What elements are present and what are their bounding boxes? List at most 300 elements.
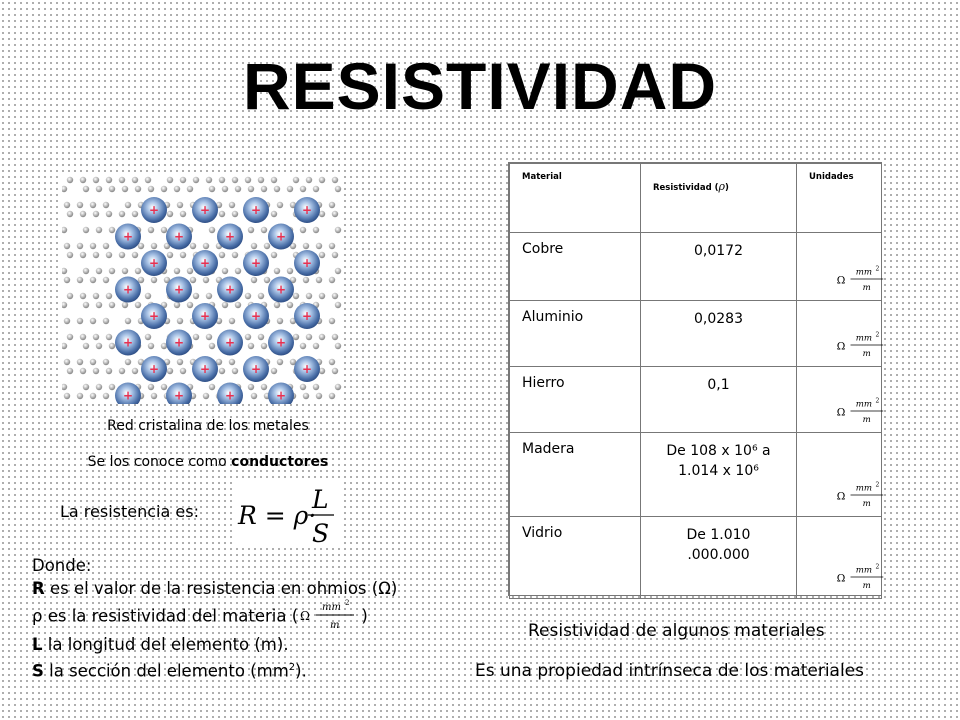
plus-sign: + xyxy=(224,335,236,350)
electron-dot xyxy=(229,318,235,324)
electron-dot xyxy=(103,277,109,283)
omega-symbol: Ω xyxy=(836,572,846,585)
electron-dot xyxy=(335,268,341,274)
electron-dot xyxy=(62,186,67,192)
resistivity-cell xyxy=(641,433,797,517)
electron-dot xyxy=(335,343,341,349)
plus-sign: + xyxy=(275,335,287,350)
electron-dot xyxy=(109,343,115,349)
electron-dot xyxy=(222,302,228,308)
electron-dot xyxy=(77,243,83,249)
electron-dot xyxy=(264,277,270,283)
electron-dot xyxy=(232,177,238,183)
electron-dot xyxy=(306,334,312,340)
plus-sign: + xyxy=(148,256,160,270)
electron-dot xyxy=(96,302,102,308)
resistivity-value: De 1.010 xyxy=(686,527,751,543)
electron-dot xyxy=(303,243,309,249)
electron-dot xyxy=(109,268,115,274)
electron-dot xyxy=(300,227,306,233)
unit-exponent: 2 xyxy=(875,397,880,405)
electron-dot xyxy=(209,186,215,192)
definition-s-close: ). xyxy=(295,661,307,680)
unit-numerator: mm xyxy=(322,602,342,613)
electron-dot xyxy=(319,177,325,183)
resistivity-cell xyxy=(641,367,797,433)
electron-dot xyxy=(303,277,309,283)
electron-dot xyxy=(83,268,89,274)
electron-dot xyxy=(62,227,67,233)
plus-sign: + xyxy=(199,256,211,270)
electron-dot xyxy=(187,268,193,274)
definition-rho xyxy=(32,600,397,634)
electron-dot xyxy=(83,227,89,233)
formula-denominator: S xyxy=(312,519,330,548)
electron-dot xyxy=(119,177,125,183)
table-header-row xyxy=(510,164,882,233)
symbol-s: S xyxy=(32,661,44,680)
page-title: RESISTIVIDAD xyxy=(242,49,718,123)
unit-exponent: 2 xyxy=(875,265,880,273)
table-row xyxy=(510,517,882,599)
electron-dot xyxy=(248,343,254,349)
electron-dot xyxy=(77,202,83,208)
electron-dot xyxy=(235,268,241,274)
electron-dot xyxy=(329,318,335,324)
electron-dot xyxy=(209,343,215,349)
electron-dot xyxy=(219,177,225,183)
material-cell: Aluminio xyxy=(510,301,641,367)
electron-dot xyxy=(319,293,325,299)
electron-dot xyxy=(203,277,209,283)
definition-l-text: la longitud del elemento (m). xyxy=(42,635,289,654)
electron-dot xyxy=(329,393,335,399)
resistivity-value: 0,1 xyxy=(707,377,730,393)
electron-dot xyxy=(109,227,115,233)
electron-dot xyxy=(145,334,151,340)
electron-dot xyxy=(329,359,335,365)
electron-dot xyxy=(119,252,125,258)
electron-dot xyxy=(209,384,215,390)
electron-dot xyxy=(93,211,99,217)
resistivity-value-cont: .000.000 xyxy=(687,547,750,563)
electron-dot xyxy=(332,177,338,183)
electron-dot xyxy=(62,384,67,390)
plus-sign: + xyxy=(199,203,211,217)
electron-dot xyxy=(316,277,322,283)
electron-dot xyxy=(271,252,277,258)
resistivity-value: 0,0172 xyxy=(694,243,743,259)
electron-dot xyxy=(103,202,109,208)
unit-cell xyxy=(797,367,882,433)
electron-dot xyxy=(313,186,319,192)
electron-dot xyxy=(193,177,199,183)
electron-dot xyxy=(109,302,115,308)
electron-dot xyxy=(258,334,264,340)
unit-denominator: m xyxy=(862,283,871,294)
plus-sign: + xyxy=(224,229,236,244)
plus-sign: + xyxy=(199,362,211,376)
electron-dot xyxy=(258,177,264,183)
electron-dot xyxy=(77,393,83,399)
electron-dot xyxy=(293,293,299,299)
electron-dot xyxy=(122,268,128,274)
electron-dot xyxy=(96,186,102,192)
electron-dot xyxy=(261,343,267,349)
ohm-mm2-per-m-unit xyxy=(298,598,356,632)
electron-dot xyxy=(90,318,96,324)
symbol-rho: ρ xyxy=(32,606,43,626)
plus-sign: + xyxy=(173,282,185,297)
electron-dot xyxy=(316,243,322,249)
electron-dot xyxy=(261,227,267,233)
electron-dot xyxy=(67,368,73,374)
electron-dot xyxy=(83,302,89,308)
electron-dot xyxy=(83,343,89,349)
electron-dot xyxy=(64,318,70,324)
plus-sign: + xyxy=(173,229,185,244)
omega-symbol: Ω xyxy=(836,340,846,353)
plus-sign: + xyxy=(301,309,313,323)
electron-dot xyxy=(96,384,102,390)
unit-numerator: mm xyxy=(855,267,873,278)
electron-dot xyxy=(103,243,109,249)
electron-dot xyxy=(274,268,280,274)
electron-dot xyxy=(206,334,212,340)
electron-dot xyxy=(287,268,293,274)
electron-dot xyxy=(261,186,267,192)
material-cell: Madera xyxy=(510,433,641,517)
electron-dot xyxy=(277,318,283,324)
electron-dot xyxy=(132,368,138,374)
electron-dot xyxy=(335,186,341,192)
electron-dot xyxy=(167,368,173,374)
plus-sign: + xyxy=(250,362,262,376)
unit-cell xyxy=(797,301,882,367)
electron-dot xyxy=(271,368,277,374)
electron-dot xyxy=(245,177,251,183)
table-row xyxy=(510,301,882,367)
electron-dot xyxy=(232,368,238,374)
electron-dot xyxy=(145,293,151,299)
electron-dot xyxy=(206,177,212,183)
electron-dot xyxy=(93,293,99,299)
electron-dot xyxy=(187,302,193,308)
electron-dot xyxy=(64,359,70,365)
electron-dot xyxy=(167,211,173,217)
conductors-bold: conductores xyxy=(231,454,329,470)
material-cell: Hierro xyxy=(510,367,641,433)
electron-dot xyxy=(90,359,96,365)
electron-dot xyxy=(274,302,280,308)
electron-dot xyxy=(132,252,138,258)
omega-symbol: Ω xyxy=(836,490,846,503)
plus-sign: + xyxy=(301,362,313,376)
unit-denominator: m xyxy=(862,415,871,426)
electron-dot xyxy=(293,177,299,183)
electron-dot xyxy=(251,393,257,399)
plus-sign: + xyxy=(148,362,160,376)
electron-dot xyxy=(193,293,199,299)
ohm-mm2-per-m-unit xyxy=(835,330,885,360)
electron-dot xyxy=(300,343,306,349)
resistance-formula xyxy=(232,480,344,548)
ohm-mm2-per-m-unit xyxy=(835,480,885,510)
electron-dot xyxy=(132,211,138,217)
electron-dot xyxy=(80,334,86,340)
plus-sign: + xyxy=(122,282,134,297)
plus-sign: + xyxy=(224,388,236,403)
definition-s-sup: 2 xyxy=(288,661,296,673)
electron-dot xyxy=(248,384,254,390)
electron-dot xyxy=(251,277,257,283)
electron-dot xyxy=(235,302,241,308)
electron-dot xyxy=(151,393,157,399)
electron-dot xyxy=(148,227,154,233)
electron-dot xyxy=(167,177,173,183)
electron-dot xyxy=(174,186,180,192)
plus-sign: + xyxy=(173,388,185,403)
electron-dot xyxy=(206,293,212,299)
electron-dot xyxy=(180,252,186,258)
lattice-caption: Red cristalina de los metales xyxy=(107,418,309,434)
electron-dot xyxy=(177,202,183,208)
electron-dot xyxy=(151,277,157,283)
electron-dot xyxy=(203,393,209,399)
electron-dot xyxy=(316,393,322,399)
definition-r xyxy=(32,578,397,601)
unit-denominator: m xyxy=(862,499,871,510)
unit-exponent: 2 xyxy=(875,563,880,571)
electron-dot xyxy=(77,318,83,324)
ohm-mm2-per-m-unit xyxy=(835,396,885,426)
electron-dot xyxy=(103,359,109,365)
footer-note: Es una propiedad intrínseca de los materiales xyxy=(475,661,864,681)
table-caption: Resistividad de algunos materiales xyxy=(528,621,825,641)
electron-dot xyxy=(106,293,112,299)
electron-dot xyxy=(332,252,338,258)
table-row xyxy=(510,367,882,433)
electron-dot xyxy=(77,277,83,283)
unit-numerator: mm xyxy=(855,565,873,576)
electron-dot xyxy=(125,359,131,365)
electron-dot xyxy=(80,252,86,258)
electron-dot xyxy=(161,227,167,233)
electron-dot xyxy=(83,186,89,192)
plus-sign: + xyxy=(275,282,287,297)
plus-sign: + xyxy=(148,203,160,217)
electron-dot xyxy=(62,343,67,349)
unit-exponent: 2 xyxy=(875,331,880,339)
electron-dot xyxy=(190,277,196,283)
electron-dot xyxy=(93,334,99,340)
definition-r-text: es el valor de la resistencia en ohmios (Ω) xyxy=(44,578,398,598)
electron-dot xyxy=(335,384,341,390)
electron-dot xyxy=(167,252,173,258)
electron-dot xyxy=(122,186,128,192)
crystal-lattice-image xyxy=(62,172,342,404)
electron-dot xyxy=(77,359,83,365)
electron-dot xyxy=(245,334,251,340)
electron-dot xyxy=(161,384,167,390)
plus-sign: + xyxy=(148,309,160,323)
electron-dot xyxy=(313,343,319,349)
electron-dot xyxy=(96,268,102,274)
plus-sign: + xyxy=(199,309,211,323)
plus-sign: + xyxy=(122,388,134,403)
electron-dot xyxy=(90,243,96,249)
plus-sign: + xyxy=(301,203,313,217)
electron-dot xyxy=(277,359,283,365)
definition-rho-text: es la resistividad del materia ( xyxy=(42,606,299,626)
resistivity-value: 0,0283 xyxy=(694,311,743,327)
electron-dot xyxy=(329,202,335,208)
electron-dot xyxy=(232,252,238,258)
electron-dot xyxy=(151,243,157,249)
electron-dot xyxy=(106,368,112,374)
electron-dot xyxy=(119,211,125,217)
electron-dot xyxy=(335,302,341,308)
electron-dot xyxy=(300,384,306,390)
unit-numerator: mm xyxy=(855,483,873,494)
electron-dot xyxy=(67,211,73,217)
electron-dot xyxy=(335,227,341,233)
electron-dot xyxy=(67,177,73,183)
conductors-prefix: Se los conoce como xyxy=(87,454,232,470)
electron-dot xyxy=(122,302,128,308)
ohm-mm2-per-m-unit xyxy=(835,264,885,294)
electron-dot xyxy=(148,343,154,349)
electron-dot xyxy=(190,243,196,249)
electron-dot xyxy=(329,243,335,249)
plus-sign: + xyxy=(250,256,262,270)
electron-dot xyxy=(229,359,235,365)
electron-dot xyxy=(303,393,309,399)
plus-sign: + xyxy=(173,335,185,350)
resistivity-table xyxy=(508,162,882,596)
electron-dot xyxy=(277,202,283,208)
omega-symbol: Ω xyxy=(836,406,846,419)
table-row xyxy=(510,433,882,517)
electron-dot xyxy=(332,334,338,340)
electron-dot xyxy=(232,211,238,217)
plus-sign: + xyxy=(224,282,236,297)
electron-dot xyxy=(96,227,102,233)
electron-dot xyxy=(96,343,102,349)
unit-exponent: 2 xyxy=(345,599,350,607)
electron-dot xyxy=(90,202,96,208)
electron-dot xyxy=(67,293,73,299)
electron-dot xyxy=(180,177,186,183)
electron-dot xyxy=(287,186,293,192)
electron-dot xyxy=(90,277,96,283)
electron-dot xyxy=(300,186,306,192)
definitions xyxy=(32,555,397,683)
electron-dot xyxy=(106,177,112,183)
electron-dot xyxy=(161,186,167,192)
electron-dot xyxy=(209,227,215,233)
unit-denominator: m xyxy=(862,581,871,592)
formula-numerator: L xyxy=(312,485,329,514)
electron-dot xyxy=(103,393,109,399)
electron-dot xyxy=(135,302,141,308)
rho-symbol: ρ xyxy=(718,180,725,193)
definition-rho-close: ) xyxy=(356,606,368,626)
electron-dot xyxy=(125,202,131,208)
formula-lhs: R = ρ· xyxy=(238,501,317,530)
unit-denominator: m xyxy=(330,620,340,631)
electron-dot xyxy=(174,268,180,274)
electron-dot xyxy=(180,211,186,217)
resistance-label: La resistencia es: xyxy=(60,502,199,521)
electron-dot xyxy=(103,318,109,324)
symbol-r: R xyxy=(32,578,45,598)
definitions-intro: Donde: xyxy=(32,556,92,575)
electron-dot xyxy=(287,302,293,308)
electron-dot xyxy=(80,368,86,374)
electron-dot xyxy=(106,252,112,258)
electron-dot xyxy=(271,211,277,217)
electron-dot xyxy=(106,211,112,217)
header-resistivity: Resistividad (ρ) xyxy=(641,164,797,233)
electron-dot xyxy=(148,186,154,192)
electron-dot xyxy=(93,177,99,183)
header-material: Material xyxy=(510,164,641,233)
resistivity-cell xyxy=(641,517,797,599)
electron-dot xyxy=(67,252,73,258)
electron-dot xyxy=(132,177,138,183)
unit-exponent: 2 xyxy=(875,481,880,489)
electron-dot xyxy=(145,177,151,183)
ohm-mm2-per-m-unit xyxy=(835,562,885,592)
electron-dot xyxy=(306,177,312,183)
electron-dot xyxy=(203,243,209,249)
electron-dot xyxy=(80,293,86,299)
plus-sign: + xyxy=(122,335,134,350)
electron-dot xyxy=(67,334,73,340)
electron-dot xyxy=(261,384,267,390)
unit-numerator: mm xyxy=(855,333,873,344)
electron-dot xyxy=(106,334,112,340)
electron-dot xyxy=(222,268,228,274)
electron-dot xyxy=(251,243,257,249)
electron-dot xyxy=(332,368,338,374)
unit-numerator: mm xyxy=(855,399,873,410)
electron-dot xyxy=(293,334,299,340)
unit-cell xyxy=(797,433,882,517)
electron-dot xyxy=(148,384,154,390)
electron-dot xyxy=(93,368,99,374)
electron-dot xyxy=(319,252,325,258)
electron-dot xyxy=(125,318,131,324)
electron-dot xyxy=(80,211,86,217)
plus-sign: + xyxy=(250,203,262,217)
electron-dot xyxy=(313,384,319,390)
electron-dot xyxy=(135,268,141,274)
electron-dot xyxy=(235,186,241,192)
electron-dot xyxy=(264,243,270,249)
electron-dot xyxy=(306,293,312,299)
unit-cell xyxy=(797,517,882,599)
plus-sign: + xyxy=(122,229,134,244)
electron-dot xyxy=(222,186,228,192)
electron-dot xyxy=(119,368,125,374)
electron-dot xyxy=(109,186,115,192)
electron-dot xyxy=(229,202,235,208)
symbol-l: L xyxy=(32,635,43,654)
electron-dot xyxy=(64,277,70,283)
definition-s xyxy=(32,657,397,683)
